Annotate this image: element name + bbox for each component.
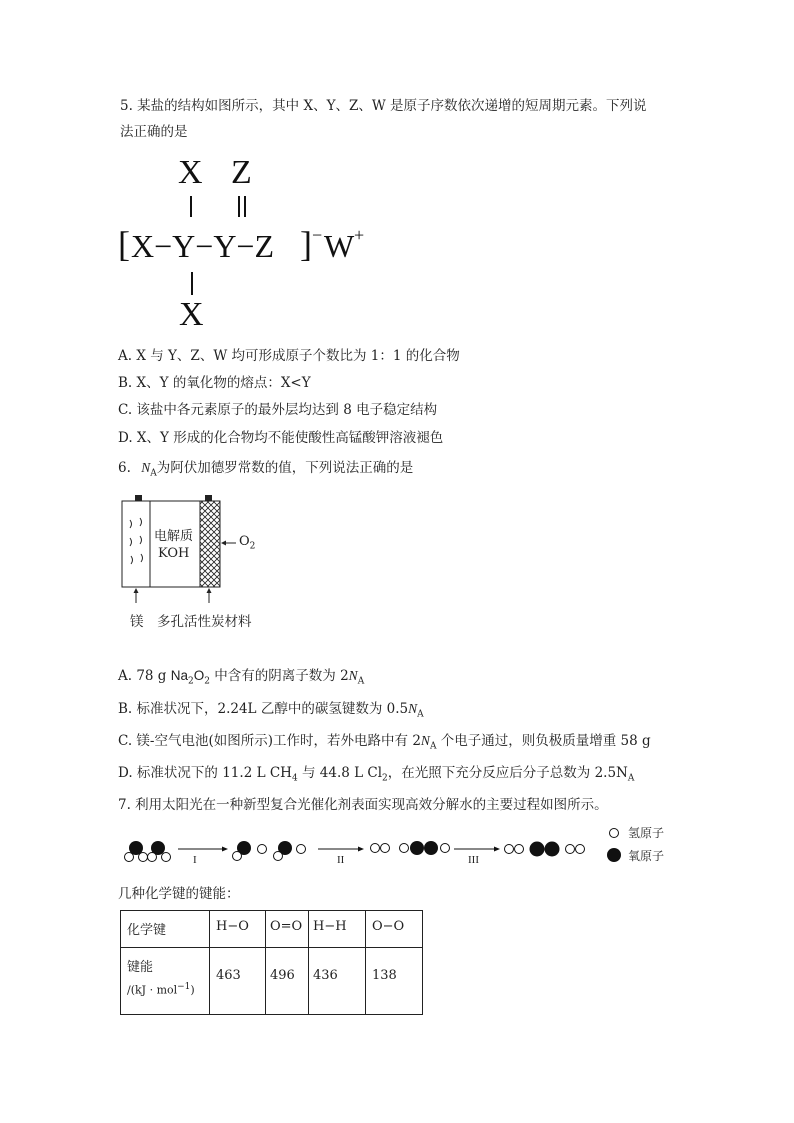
header-h-h: H−H: [313, 919, 347, 934]
formula-top-right-atom: Z: [231, 154, 252, 191]
bond-energy-table: [120, 910, 423, 1015]
header-bond: 化学键: [127, 923, 167, 938]
q6-option-b: B. 标准状况下，2.24L 乙醇中的碳氢键数为 $0.5N_A$: [118, 701, 424, 720]
formula-top-left-atom: X: [178, 154, 203, 191]
step-label-ii: II: [337, 854, 345, 866]
q6-option-c: C. 镁-空气电池(如图所示)工作时，若外电路中有 $2N_A$ 个电子通过，则负极质量增重 58 g: [118, 733, 651, 752]
value-h-o: 463: [216, 968, 241, 983]
formula-cation: W: [324, 228, 355, 264]
electrolyte-label: 电解质: [154, 529, 194, 544]
q6-option-d: D. 标准状况下的 11.2 L $CH_4$ 与 44.8 L $Cl_2$，在光照下充分反应后分子总数为 $2.5N_A$: [118, 765, 635, 784]
header-o-o: O−O: [372, 919, 405, 934]
o2-label: $O_2$: [239, 534, 256, 552]
formula-main-chain: X−Y−Y−Z: [131, 228, 275, 264]
q5-option-c: C. 该盐中各元素原子的最外层均达到 8 电子稳定结构: [118, 402, 438, 418]
electrolyte-koh-label: KOH: [158, 546, 190, 561]
row-label-energy: 键能: [127, 960, 154, 975]
formula-cation-charge: +: [354, 225, 365, 245]
q5-stem-line2: 法正确的是: [120, 124, 188, 140]
q5-option-d: D. X、Y 形成的化合物均不能使酸性高锰酸钾溶液褪色: [118, 430, 444, 446]
formula-open-bracket: [: [118, 224, 130, 264]
battery-diagram: [118, 490, 298, 630]
porous-carbon-label: 多孔活性炭材料: [157, 614, 252, 630]
step-label-iii: III: [468, 854, 479, 866]
formula-bottom-atom: X: [179, 296, 204, 333]
legend-hydrogen-label: 氢原子: [628, 826, 665, 840]
formula-close-bracket: ]: [300, 224, 312, 264]
battery-drawing: [118, 490, 298, 630]
table-intro: 几种化学键的键能：: [118, 886, 240, 902]
q5-stem-line1: 5. 某盐的结构如图所示，其中 X、Y、Z、W 是原子序数依次递增的短周期元素。下列说: [120, 98, 647, 114]
structure-formula: [118, 150, 388, 335]
header-o-double-o: O=O: [270, 919, 303, 934]
value-h-h: 436: [313, 968, 338, 983]
magnesium-label: 镁: [130, 614, 144, 630]
water-splitting-process: [118, 822, 678, 872]
value-o-o: 138: [372, 968, 397, 983]
legend-oxygen-label: 氧原子: [628, 849, 665, 863]
formula-anion-charge: −: [312, 225, 323, 245]
step-label-i: I: [193, 854, 197, 866]
q7-stem: 7. 利用太阳光在一种新型复合光催化剂表面实现高效分解水的主要过程如图所示。: [118, 797, 608, 813]
q5-option-a: A. X 与 Y、Z、W 均可形成原子个数比为 1：1 的化合物: [118, 348, 460, 364]
q6-stem: 6. $N_A$为阿伏加德罗常数的值，下列说法正确的是: [118, 460, 414, 479]
q5-option-b: B. X、Y 的氧化物的熔点：X<Y: [118, 375, 311, 391]
q6-option-a: A. 78 g $Na_2O_2$ 中含有的阴离子数为 $2N_A$: [118, 668, 365, 687]
header-h-o: H−O: [216, 919, 249, 934]
row-label-unit: /(kJ · mol$^{-1}$): [127, 982, 195, 997]
value-o-double-o: 496: [270, 968, 295, 983]
